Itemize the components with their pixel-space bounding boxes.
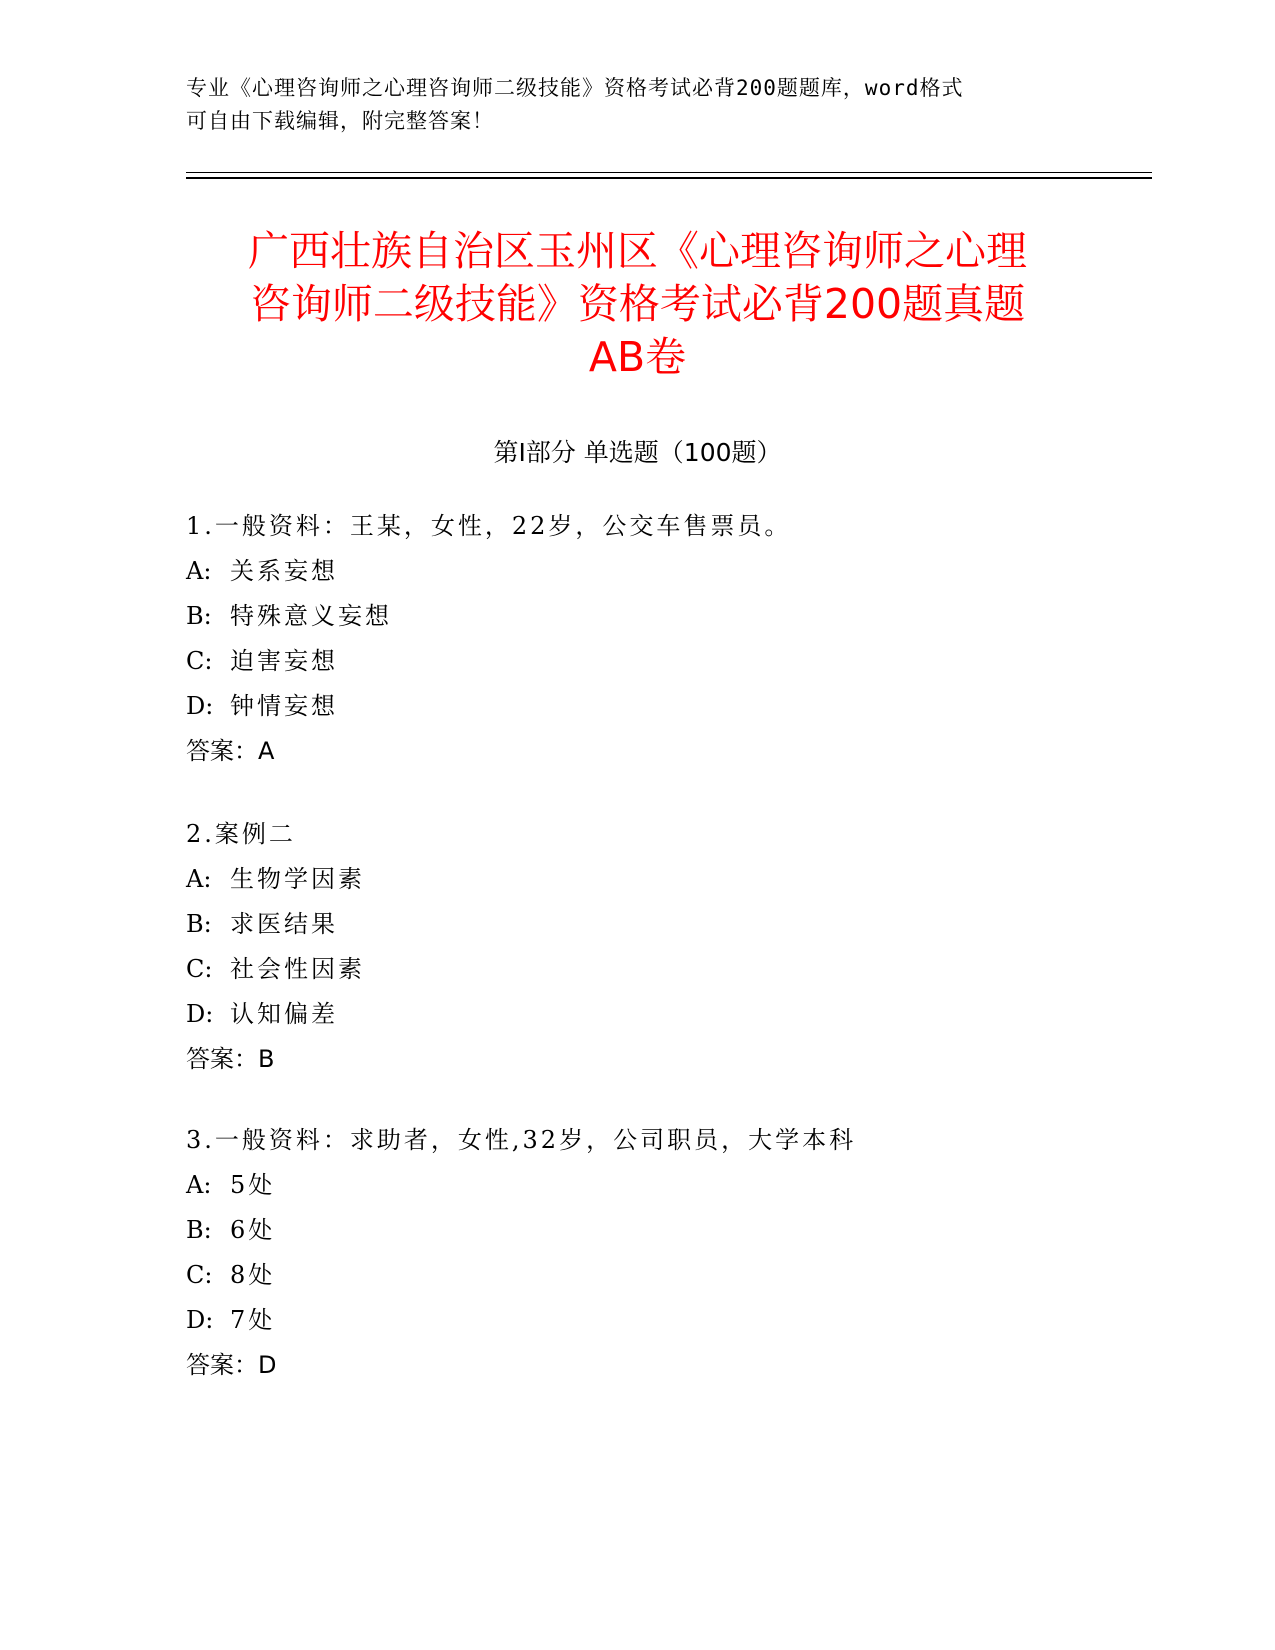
option-d (186, 992, 1146, 1037)
option-letter: A: (186, 865, 212, 893)
option-letter: B: (186, 602, 212, 630)
option-c (186, 639, 1146, 684)
question-1 (186, 504, 1146, 774)
option-letter: D: (186, 692, 214, 720)
option-text: 求医结果 (230, 910, 338, 938)
title-line-2: 咨询师二级技能》资格考试必背200题真题 (249, 280, 1026, 328)
option-letter: A: (186, 557, 212, 585)
option-text: 关系妄想 (230, 557, 338, 585)
header-note-line-1: 专业《心理咨询师之心理咨询师二级技能》资格考试必背200题题库，word格式 (186, 76, 964, 100)
document-title (150, 225, 1125, 384)
question-stem: 3.一般资料：求助者，女性,32岁，公司职员，大学本科 (186, 1126, 857, 1154)
option-letter: B: (186, 910, 212, 938)
section-heading: 第Ⅰ部分 单选题（100题） (493, 438, 782, 467)
question-stem: 1.一般资料：王某，女性，22岁，公交车售票员。 (186, 512, 792, 540)
option-text: 认知偏差 (230, 1000, 338, 1028)
title-line-1: 广西壮族自治区玉州区《心理咨询师之心理 (248, 227, 1027, 275)
option-letter: A: (186, 1171, 212, 1199)
option-text: 8处 (230, 1261, 276, 1289)
question-stem: 2.案例二 (186, 820, 296, 848)
option-letter: D: (186, 1000, 214, 1028)
option-text: 社会性因素 (230, 955, 365, 983)
header-note-line-2: 可自由下载编辑，附完整答案！ (186, 109, 494, 133)
option-b (186, 1208, 1146, 1253)
option-text: 特殊意义妄想 (230, 602, 392, 630)
option-a (186, 857, 1146, 902)
header-divider-top (186, 172, 1152, 173)
option-d (186, 684, 1146, 729)
option-letter: C: (186, 647, 213, 675)
title-line-3: AB卷 (588, 333, 687, 381)
answer-line: 答案：B (186, 1045, 275, 1073)
option-letter: D: (186, 1306, 214, 1334)
option-letter: C: (186, 955, 213, 983)
option-text: 迫害妄想 (230, 647, 338, 675)
option-b (186, 902, 1146, 947)
header-divider-bottom (186, 177, 1152, 179)
option-d (186, 1298, 1146, 1343)
option-text: 生物学因素 (230, 865, 365, 893)
option-text: 钟情妄想 (230, 692, 338, 720)
option-text: 5处 (230, 1171, 276, 1199)
option-text: 7处 (230, 1306, 276, 1334)
option-c (186, 1253, 1146, 1298)
option-a (186, 1163, 1146, 1208)
option-a (186, 549, 1146, 594)
option-letter: C: (186, 1261, 213, 1289)
option-letter: B: (186, 1216, 212, 1244)
option-c (186, 947, 1146, 992)
option-text: 6处 (230, 1216, 276, 1244)
question-2 (186, 812, 1146, 1082)
answer-line: 答案：A (186, 737, 275, 765)
option-b (186, 594, 1146, 639)
question-3 (186, 1118, 1146, 1388)
header-note (186, 72, 1066, 138)
answer-line: 答案：D (186, 1351, 277, 1379)
